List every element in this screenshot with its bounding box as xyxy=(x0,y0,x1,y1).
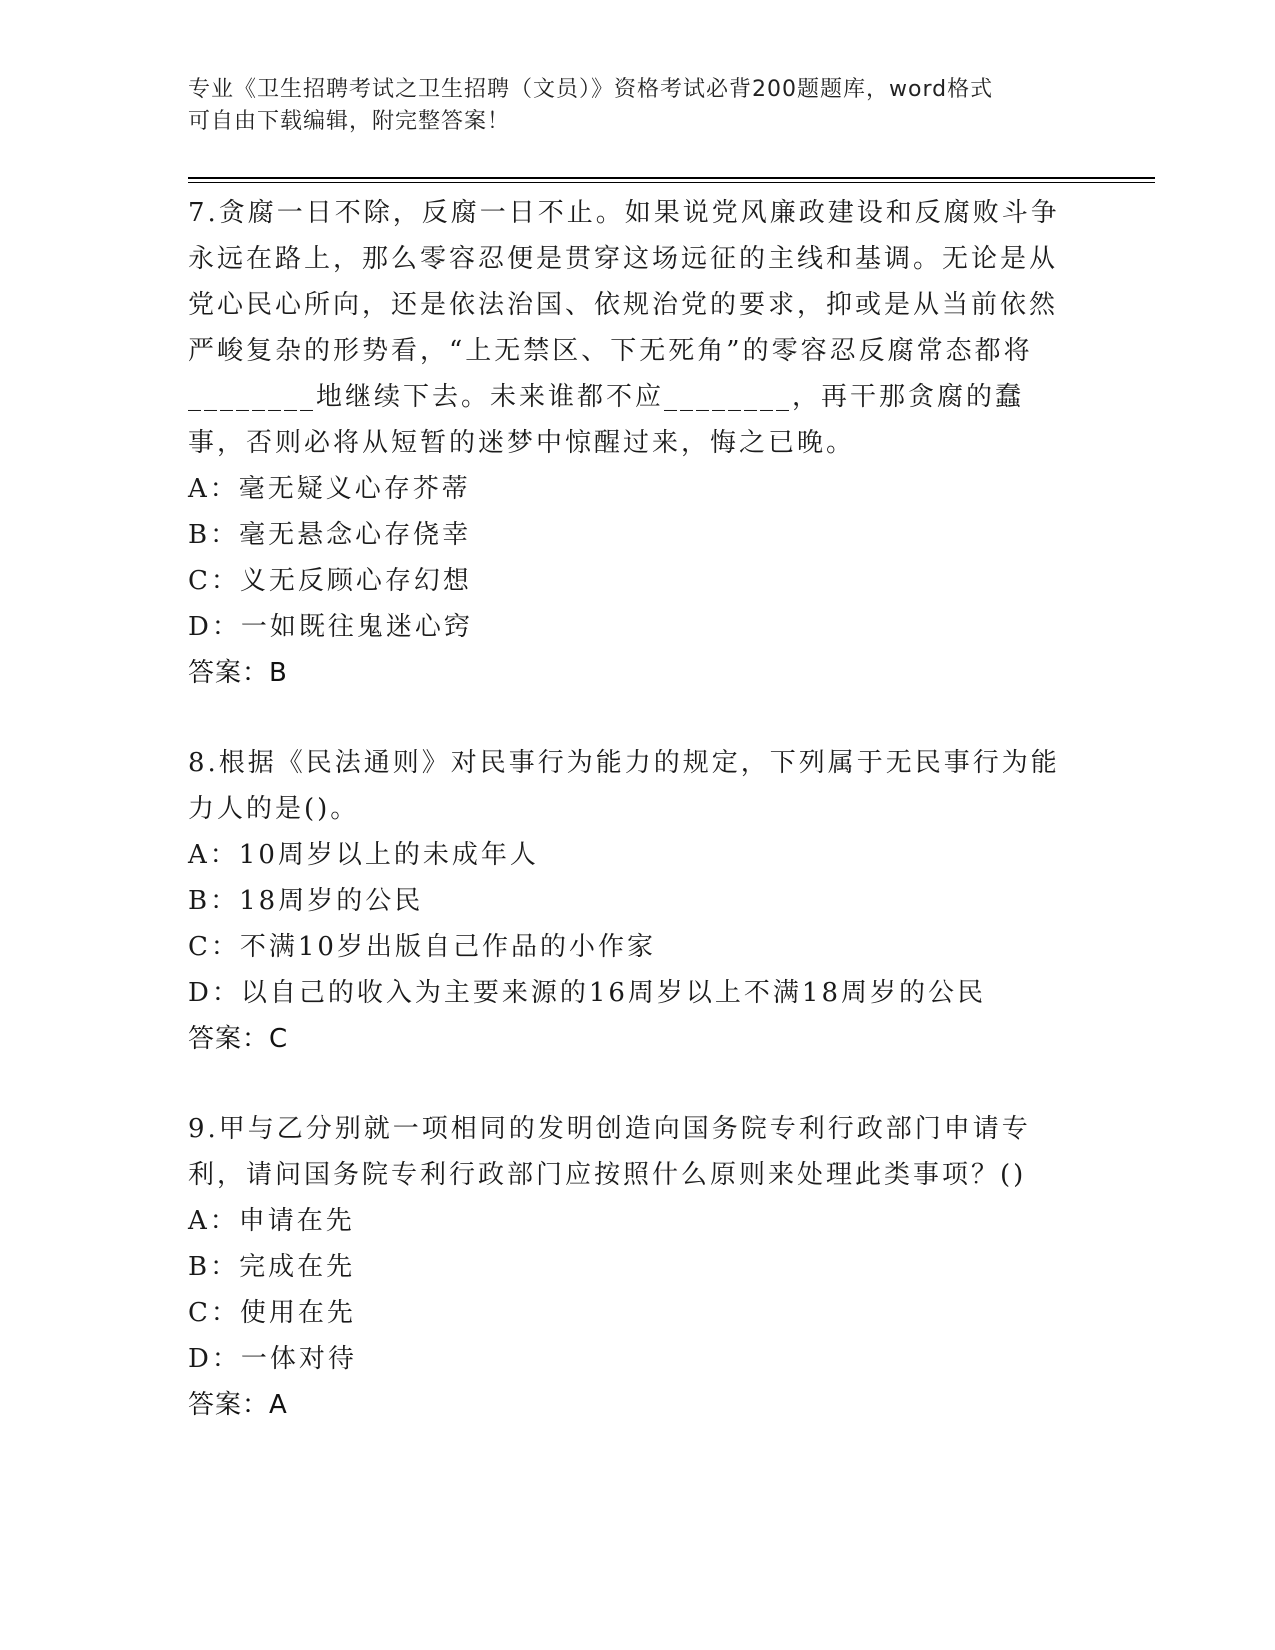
question-9 xyxy=(188,1106,1068,1428)
option-c: C：使用在先 xyxy=(188,1298,356,1328)
header-line-1: 专业《卫生招聘考试之卫生招聘（文员）》资格考试必背200题题库，word格式 xyxy=(188,77,994,102)
header-rule-thin xyxy=(188,182,1155,183)
option-c: C：义无反顾心存幻想 xyxy=(188,566,472,596)
option-d: D：一如既往鬼迷心窍 xyxy=(188,612,473,642)
option-b: B：毫无悬念心存侥幸 xyxy=(188,520,472,550)
question-text: 9.甲与乙分别就一项相同的发明创造向国务院专利行政部门申请专利，请问国务院专利行政部门应按照什么原则来处理此类事项？() xyxy=(188,1114,1031,1190)
question-7 xyxy=(188,190,1068,696)
option-a: A：毫无疑义心存芥蒂 xyxy=(188,474,471,504)
document-header xyxy=(188,74,1068,138)
question-text: 8.根据《民法通则》对民事行为能力的规定，下列属于无民事行为能力人的是()。 xyxy=(188,748,1060,824)
question-8 xyxy=(188,740,1068,1062)
option-b: B：完成在先 xyxy=(188,1252,356,1282)
answer: 答案：C xyxy=(188,1024,289,1054)
option-a: A：10周岁以上的未成年人 xyxy=(188,840,539,870)
question-text: 7.贪腐一日不除，反腐一日不止。如果说党风廉政建设和反腐败斗争永远在路上，那么零容忍便是贯穿这场远征的主线和基调。无论是从党心民心所向，还是依法治国、依规治党的要求，抑或是从当前依然严峻复杂的形势看，“上无禁区、下无死角”的零容忍反腐常态都将________地继续下去。未来谁都不应________，再干那贪腐的蠢事，否则必将从短暂的迷梦中惊醒过来，悔之已晚。 xyxy=(188,198,1060,458)
question-list xyxy=(188,190,1068,1472)
header-line-2: 可自由下载编辑，附完整答案！ xyxy=(188,109,511,134)
answer: 答案：A xyxy=(188,1390,288,1420)
header-rule-thick xyxy=(188,177,1155,179)
option-c: C：不满10岁出版自己作品的小作家 xyxy=(188,932,656,962)
option-a: A：申请在先 xyxy=(188,1206,355,1236)
answer: 答案：B xyxy=(188,658,288,688)
option-d: D：一体对待 xyxy=(188,1344,357,1374)
option-b: B：18周岁的公民 xyxy=(188,886,424,916)
option-d: D：以自己的收入为主要来源的16周岁以上不满18周岁的公民 xyxy=(188,978,987,1008)
